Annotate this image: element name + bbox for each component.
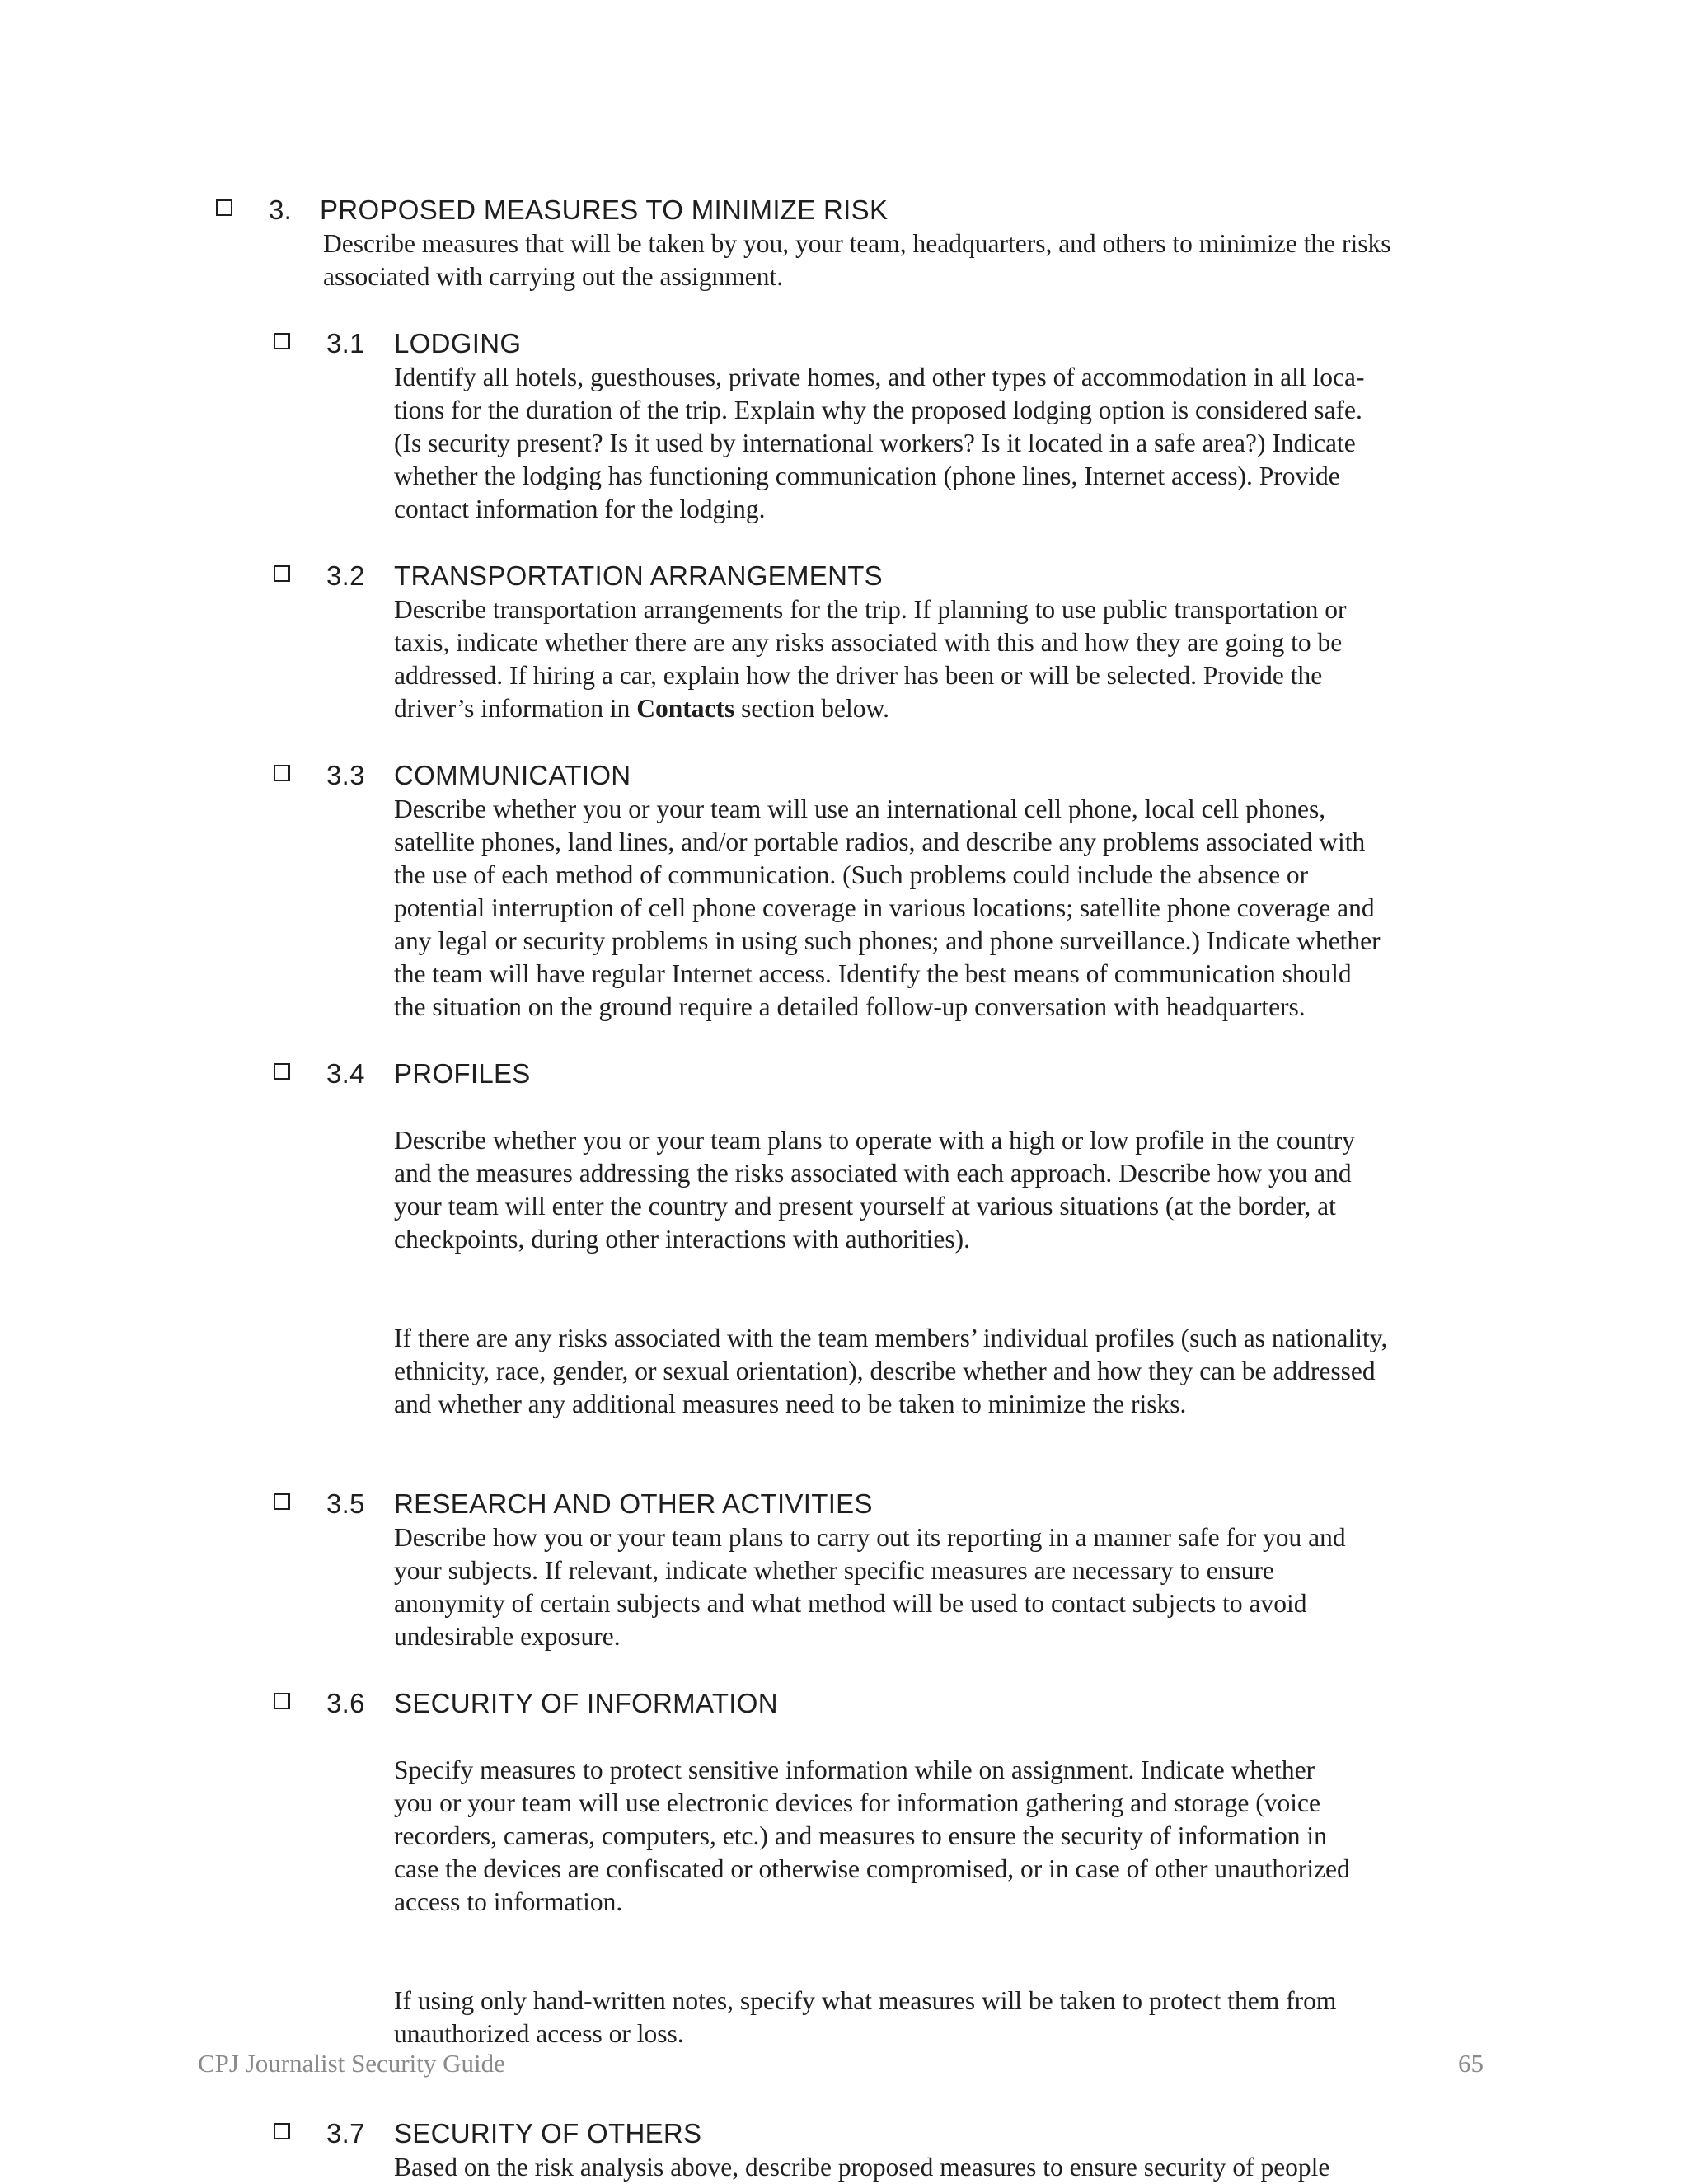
page-number: 65 [1458, 2049, 1484, 2078]
subsection-number: 3.1 [326, 328, 365, 359]
subsection-title: PROFILES [394, 1058, 531, 1089]
checkbox-icon[interactable] [274, 2123, 290, 2139]
checkbox-icon[interactable] [274, 1063, 290, 1080]
subsection-body: Identify all hotels, guesthouses, private homes, and other types of accommodation in all loca- tions for the duration of the trip. Explain why the proposed lodging option is considered safe. (Is security present? Is it used by international workers? Is it located in a safe area?) Indicate whether the lodging has functioning communication (phone lines, Internet access). Provide contact information for the lodging. [394, 363, 1365, 523]
subsection-body: Describe how you or your team plans to carry out its reporting in a manner safe for you and your subjects. If relevant, indicate whether specific measures are necessary to ensure anonymity of certain subjects and what method will be used to contact subjects to avoid undesirable exposure. [394, 1523, 1346, 1651]
checkbox-icon[interactable] [274, 765, 290, 781]
footer-title: CPJ Journalist Security Guide [198, 2049, 505, 2078]
subsection-heading [274, 326, 1502, 361]
subsection-title: LODGING [394, 328, 522, 359]
subsection-title: RESEARCH AND OTHER ACTIVITIES [394, 1488, 873, 1519]
subsection-number: 3.6 [326, 1688, 365, 1718]
subsection-heading [274, 2116, 1502, 2151]
body-text: Describe transportation arrangements for the trip. If planning to use public transportation or taxis, indicate whether there are any risks associated with this and how they are going to be addressed. If hiring a car, explain how the driver has been or will be selected. Provide the driver’s information in [394, 595, 1347, 723]
subsection-heading [274, 758, 1502, 793]
subsection-body: Based on the risk analysis above, describe proposed measures to ensure security of people [394, 2153, 1330, 2182]
subsection-body [394, 1721, 1502, 2083]
subsection-number: 3.7 [326, 2118, 365, 2149]
section-number: 3. [269, 194, 293, 225]
checkbox-icon[interactable] [274, 1693, 290, 1709]
body-text-end: section below. [734, 694, 890, 723]
checkbox-icon[interactable] [216, 199, 232, 216]
subsection-3-3 [274, 758, 1502, 1024]
checkbox-icon[interactable] [274, 565, 290, 582]
checklist-content [216, 193, 1502, 2184]
subsection-title: SECURITY OF INFORMATION [394, 1688, 778, 1718]
subsection-3-5 [274, 1487, 1502, 1653]
subsection-number: 3.5 [326, 1488, 365, 1519]
subsection-body [394, 1091, 1502, 1454]
subsection-number: 3.2 [326, 560, 365, 591]
subsection-body [394, 593, 1502, 725]
section-3-heading [216, 193, 1502, 227]
subsection-title: TRANSPORTATION ARRANGEMENTS [394, 560, 883, 591]
subsection-heading [274, 1487, 1502, 1521]
section-title: PROPOSED MEASURES TO MINIMIZE RISK [320, 194, 889, 225]
subsection-3-4 [274, 1057, 1502, 1454]
subsection-number: 3.3 [326, 760, 365, 790]
checkbox-icon[interactable] [274, 333, 290, 349]
subsection-heading [274, 1057, 1502, 1091]
section-3-body: Describe measures that will be taken by you, your team, headquarters, and others to minimize the risks associated with carrying out the assignment. [323, 229, 1391, 291]
subsection-3-1 [274, 326, 1502, 526]
subsection-3-2 [274, 559, 1502, 725]
subsection-heading [274, 1686, 1502, 1721]
checkbox-icon[interactable] [274, 1493, 290, 1510]
subsection-3-6 [274, 1686, 1502, 2083]
paragraph: Specify measures to protect sensitive information while on assignment. Indicate whether you or your team will use electronic devices for information gathering and storage (voice recorders, cameras, computers, etc.) and measures to ensure the security of information in case the devices are confiscated or otherwise compromised, or in case of other unauthorized access to information. [394, 1755, 1350, 1916]
subsection-title: SECURITY OF OTHERS [394, 2118, 702, 2149]
paragraph: If there are any risks associated with the team members’ individual profiles (such as nationality, ethnicity, race, gender, or sexual orientation), describe whether and how they can be addressed and whether any additional measures need to be taken to minimize the risks. [394, 1324, 1388, 1418]
contacts-emphasis: Contacts [636, 694, 735, 723]
subsection-heading [274, 559, 1502, 593]
paragraph: If using only hand-written notes, specify what measures will be taken to protect them from unauthorized access or loss. [394, 1986, 1337, 2048]
subsection-3-7 [274, 2116, 1502, 2184]
subsection-number: 3.4 [326, 1058, 365, 1089]
subsection-body: Describe whether you or your team will use an international cell phone, local cell phones, satellite phones, land lines, and/or portable radios, and describe any problems associated with the use of each method of communication. (Such problems could include the absence or potential interruption of cell phone coverage in various locations; satellite phone coverage and any legal or security problems in using such phones; and phone surveillance.) Indicate whether the team will have regular Internet access. Identify the best means of communication should the situation on the ground require a detailed follow-up conversation with headquarters. [394, 794, 1381, 1021]
subsection-title: COMMUNICATION [394, 760, 631, 790]
paragraph: Describe whether you or your team plans to operate with a high or low profile in the country and the measures addressing the risks associated with each approach. Describe how you and your team will enter the country and present yourself at various situations (at the border, at checkpoints, during other interactions with authorities). [394, 1126, 1356, 1254]
